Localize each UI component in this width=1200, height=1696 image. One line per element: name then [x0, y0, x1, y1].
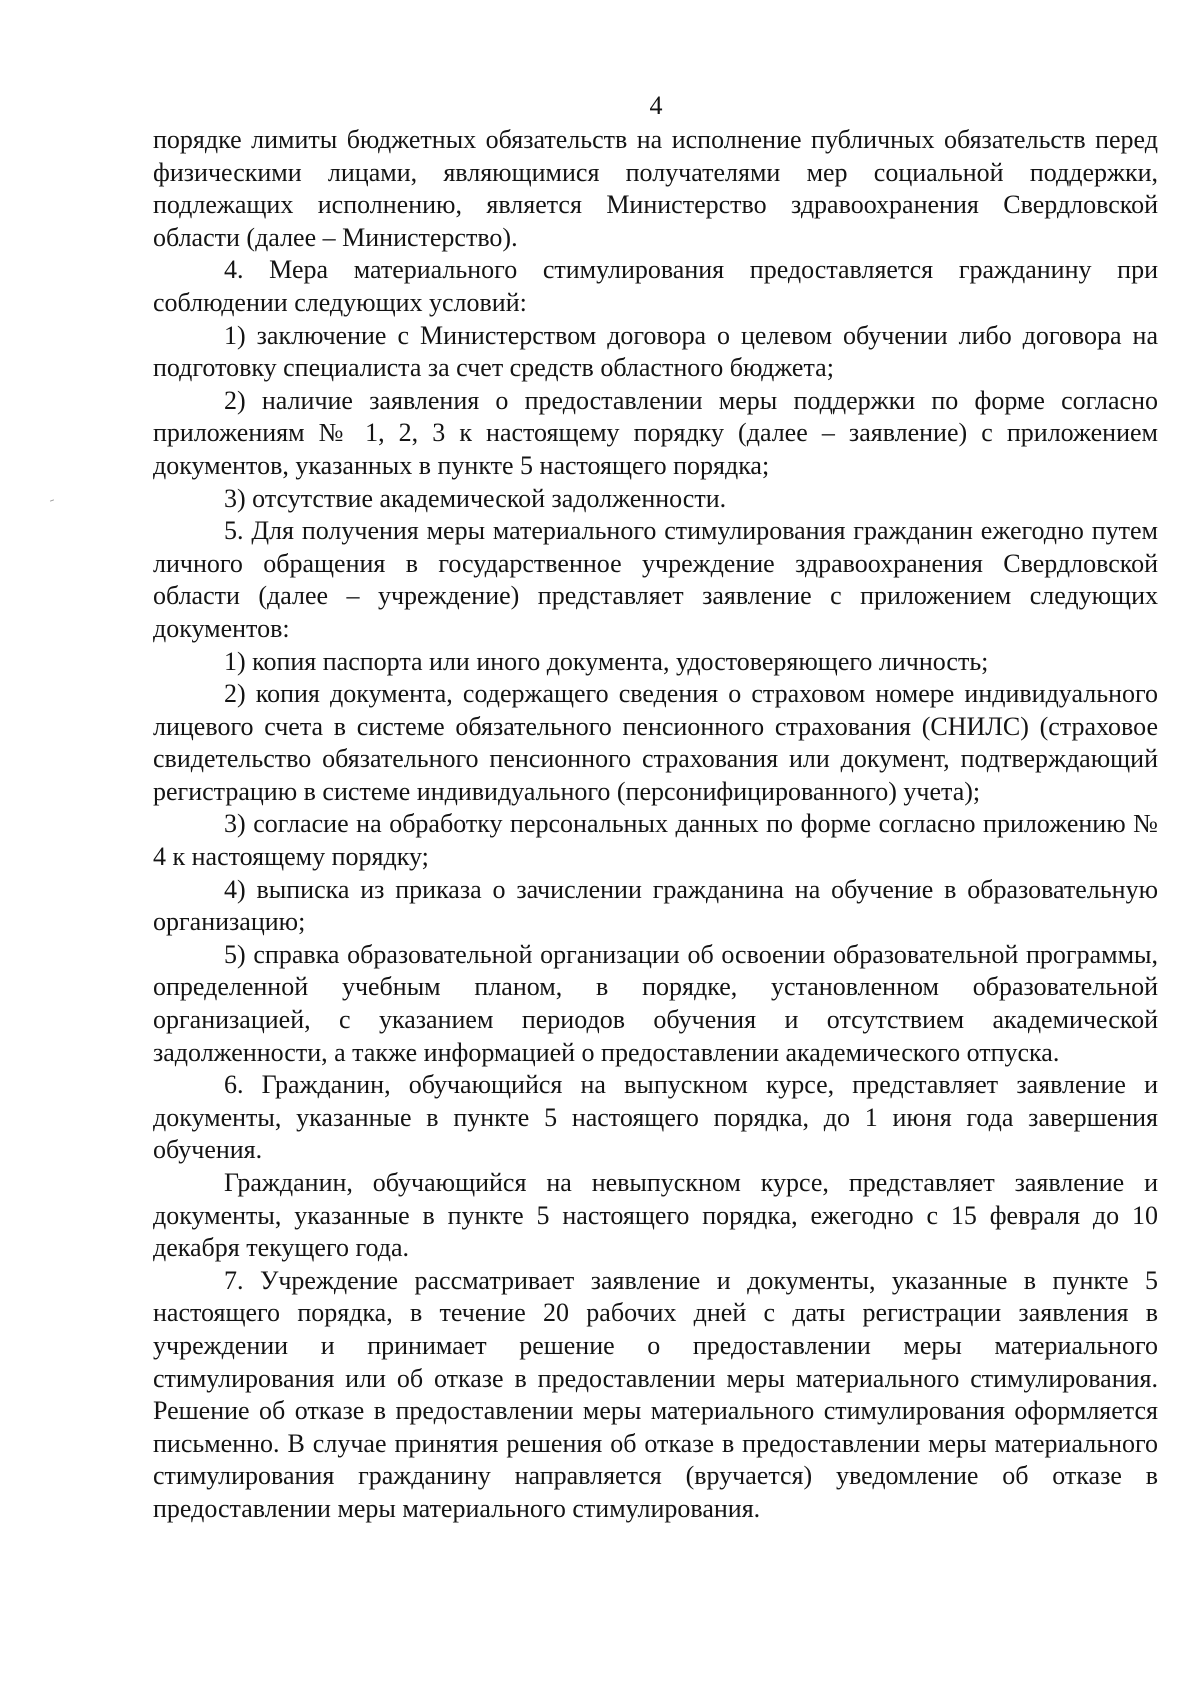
paragraph-clause-4-item-3: 3) отсутствие академической задолженности. [224, 483, 727, 513]
document-body [153, 124, 1158, 1526]
paragraph-clause-5-item-1: 1) копия паспорта или иного документа, удостоверяющего личность; [224, 646, 989, 676]
paragraph-clause-4-item-1: 1) заключение с Министерством договора о целевом обучении либо договора на подготовку специалиста за счет средств областного бюджета; [153, 320, 1158, 383]
paragraph-clause-6-second: Гражданин, обучающийся на невыпускном курсе, представляет заявление и документы, указанные в пункте 5 настоящего порядка, ежегодно с 15 февраля до 10 декабря текущего года. [153, 1168, 1158, 1263]
page-number: 4 [649, 91, 663, 120]
paragraph-clause-5: 5. Для получения меры материального стимулирования гражданин ежегодно путем личного обращения в государственное учреждение здравоохранения Свердловской области (далее – учреждение) представляет заявление с приложением следующих документов: [153, 516, 1158, 643]
paragraph-continuation: порядке лимиты бюджетных обязательств на исполнение публичных обязательств перед физическими лицами, являющимися получателями мер социальной поддержки, подлежащих исполнению, является Министерство здравоохранения Свердловской области (далее – Министерство). [153, 125, 1158, 252]
scan-speck [50, 499, 54, 501]
paragraph-clause-5-item-2: 2) копия документа, содержащего сведения о страховом номере индивидуального лицевого счета в системе обязательного пенсионного страхования (СНИЛС) (страховое свидетельство обязательного пенсионного страхования или документ, подтверждающий регистрацию в системе индивидуального (персонифицированного) учета); [153, 679, 1158, 806]
paragraph-clause-4: 4. Мера материального стимулирования предоставляется гражданину при соблюдении следующих условий: [153, 255, 1158, 317]
paragraph-clause-6: 6. Гражданин, обучающийся на выпускном курсе, представляет заявление и документы, указанные в пункте 5 настоящего порядка, до 1 июня года завершения обучения. [153, 1070, 1158, 1165]
paragraph-clause-5-item-3: 3) согласие на обработку персональных данных по форме согласно приложению № 4 к настоящему порядку; [153, 809, 1158, 872]
paragraph-clause-5-item-5: 5) справка образовательной организации об освоении образовательной программы, определенной учебным планом, в порядке, установленном образовательной организацией, с указанием периодов обучения и отсутствием академической задолженности, а также информацией о предоставлении академического отпуска. [153, 939, 1158, 1067]
paragraph-clause-7: 7. Учреждение рассматривает заявление и документы, указанные в пункте 5 настоящего порядка, в течение 20 рабочих дней с даты регистрации заявления в учреждении и принимает решение о предоставлении меры материального стимулирования или об отказе в предоставлении меры материального стимулирования. Решение об отказе в предоставлении меры материального стимулирования оформляется письменно. В случае принятия решения об отказе в предоставлении меры материального стимулирования гражданину направляется (вручается) уведомление об отказе в предоставлении меры материального стимулирования. [153, 1265, 1158, 1523]
paragraph-clause-4-item-2: 2) наличие заявления о предоставлении меры поддержки по форме согласно приложениям № 1, 2, 3 к настоящему порядку (далее – заявление) с приложением документов, указанных в пункте 5 настоящего порядка; [153, 385, 1158, 480]
paragraph-clause-5-item-4: 4) выписка из приказа о зачислении гражданина на обучение в образовательную организацию; [153, 874, 1158, 937]
